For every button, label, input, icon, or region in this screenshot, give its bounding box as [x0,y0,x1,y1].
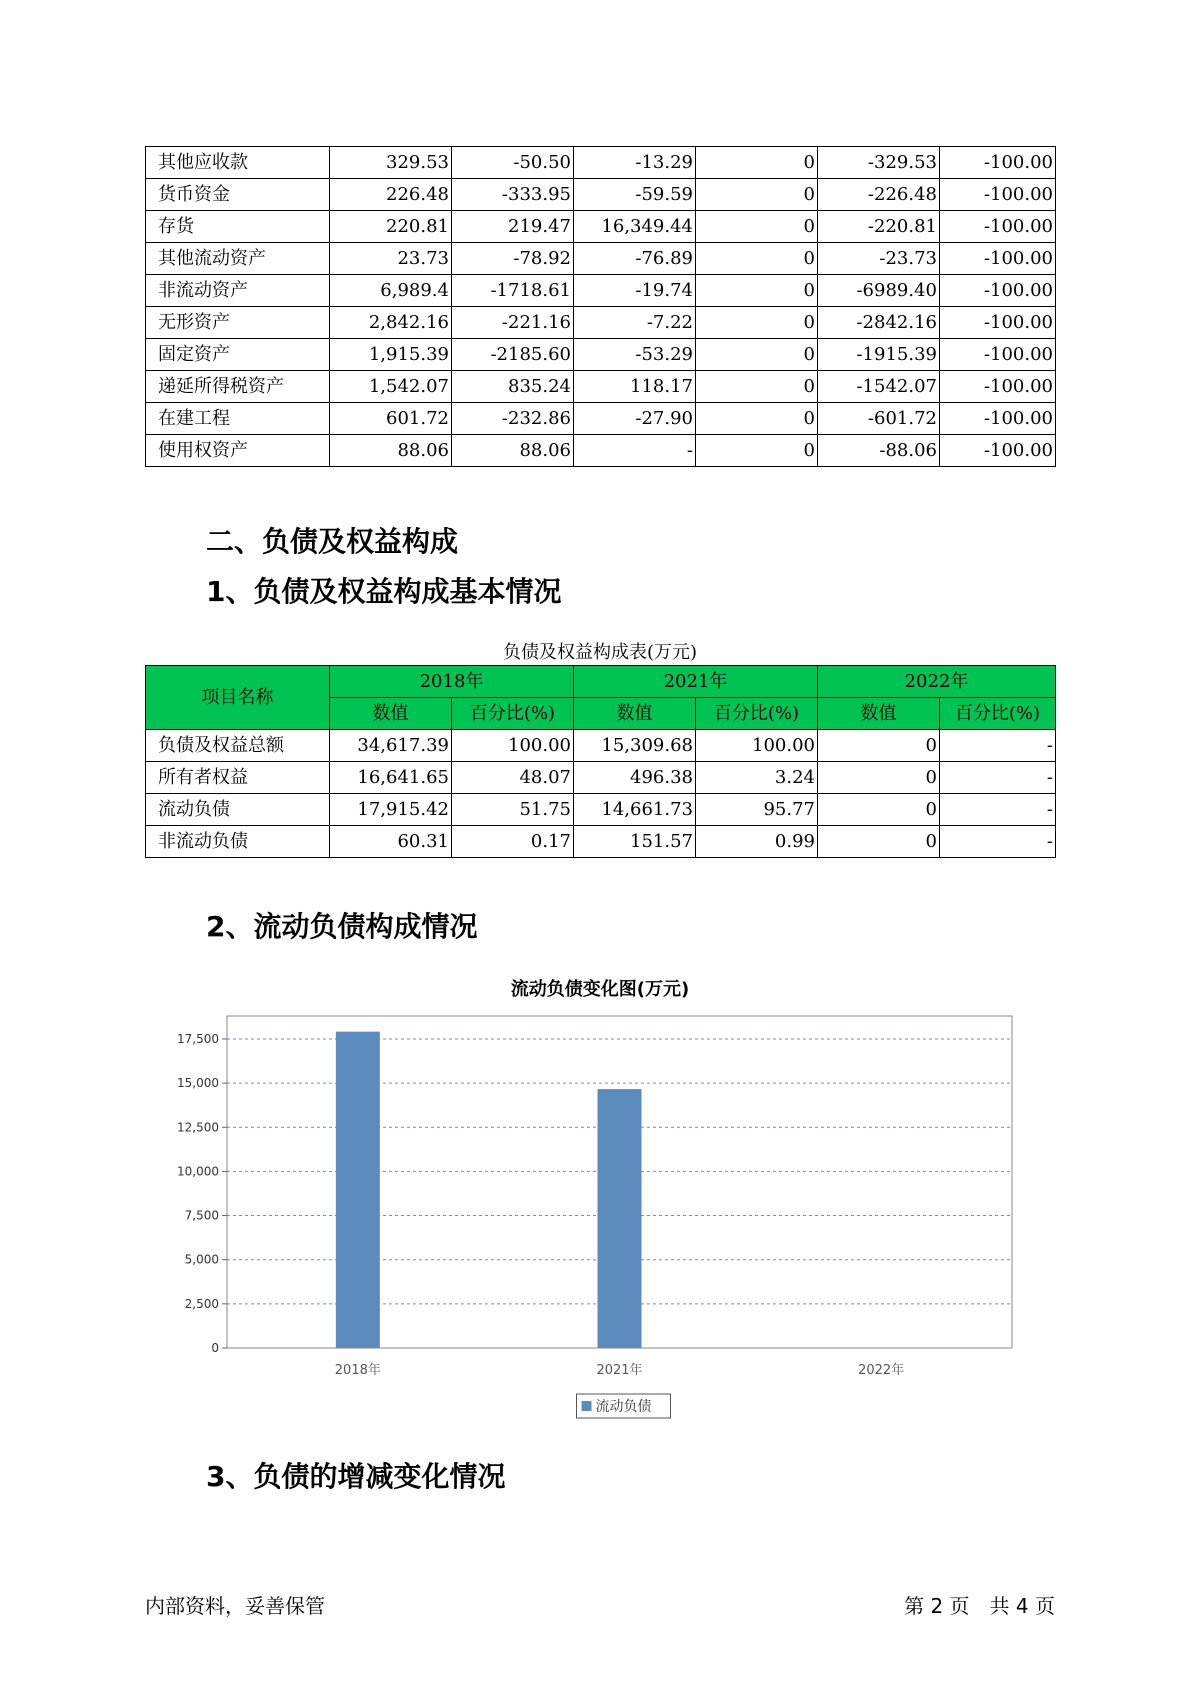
legend-label: 流动负债 [595,1399,652,1415]
table-cell: 0 [696,435,818,467]
table-cell: 219.47 [452,211,574,243]
table-cell: 15,309.68 [574,730,696,762]
subheading-liab-change: 3、负债的增减变化情况 [206,1460,506,1493]
table-row [146,211,1056,243]
table-cell: 23.73 [330,243,452,275]
table-cell: 118.17 [574,371,696,403]
table-cell: -23.73 [818,243,940,275]
row-name: 存货 [146,211,330,243]
table-cell: 48.07 [452,762,574,794]
row-name: 非流动负债 [146,826,330,858]
table-cell: 1,915.39 [330,339,452,371]
row-name: 负债及权益总额 [146,730,330,762]
header-value: 数值 [330,698,452,730]
table-row [146,179,1056,211]
table-row [146,403,1056,435]
row-name: 其他流动资产 [146,243,330,275]
table-cell: -100.00 [940,211,1056,243]
table-cell: 34,617.39 [330,730,452,762]
table-cell: -601.72 [818,403,940,435]
header-year-2022: 2022年 [818,666,1056,698]
row-name: 在建工程 [146,403,330,435]
header-pct: 百分比(%) [452,698,574,730]
table-cell: - [940,762,1056,794]
table-cell: -50.50 [452,147,574,179]
header-year-2021: 2021年 [574,666,818,698]
table-cell: -6989.40 [818,275,940,307]
table-cell: 2,842.16 [330,307,452,339]
table-row [146,794,1056,826]
table-row [146,339,1056,371]
row-name: 无形资产 [146,307,330,339]
table-cell: -100.00 [940,147,1056,179]
table-cell: -76.89 [574,243,696,275]
header-year-2018: 2018年 [330,666,574,698]
table-cell: 220.81 [330,211,452,243]
table-cell: 0.99 [696,826,818,858]
table-row [146,307,1056,339]
liability-equity-table [145,665,1056,858]
row-name: 流动负债 [146,794,330,826]
table-cell: 329.53 [330,147,452,179]
header-value: 数值 [574,698,696,730]
table-cell: 0 [818,794,940,826]
table-cell: 88.06 [330,435,452,467]
y-tick-label: 10,000 [177,1164,219,1179]
table-cell: 0 [696,211,818,243]
table-cell: 17,915.42 [330,794,452,826]
table-row [146,730,1056,762]
table-cell: -1915.39 [818,339,940,371]
table-cell: -100.00 [940,339,1056,371]
table-cell: 0 [818,762,940,794]
chart-title: 流动负债变化图(万元) [510,979,690,1000]
table-cell: -100.00 [940,371,1056,403]
table-cell: -100.00 [940,403,1056,435]
table-cell: 0 [696,243,818,275]
y-tick-label: 17,500 [177,1031,219,1046]
footer-page-number: 第 2 页 共 4 页 [904,1594,1055,1618]
row-name: 使用权资产 [146,435,330,467]
y-tick-label: 12,500 [177,1120,219,1135]
table-cell: 6,989.4 [330,275,452,307]
table-cell: -100.00 [940,179,1056,211]
row-name: 固定资产 [146,339,330,371]
table-cell: -13.29 [574,147,696,179]
assets-change-table [145,146,1056,467]
y-tick-label: 5,000 [184,1252,219,1267]
table-cell: 3.24 [696,762,818,794]
y-tick-label: 7,500 [184,1208,219,1223]
table-cell: 14,661.73 [574,794,696,826]
table-cell: -88.06 [818,435,940,467]
table-cell: -100.00 [940,275,1056,307]
table-cell: 100.00 [452,730,574,762]
table-cell: 0 [696,307,818,339]
y-tick-label: 0 [211,1341,219,1355]
row-name: 非流动资产 [146,275,330,307]
table-cell: -1542.07 [818,371,940,403]
table-cell: 601.72 [330,403,452,435]
table-cell: 0 [696,403,818,435]
x-tick-label: 2021年 [596,1363,643,1378]
table-cell: -2185.60 [452,339,574,371]
table-cell: - [940,794,1056,826]
header-pct: 百分比(%) [696,698,818,730]
legend-swatch [582,1401,592,1411]
table-cell: 496.38 [574,762,696,794]
table-cell: -27.90 [574,403,696,435]
header-pct: 百分比(%) [940,698,1056,730]
table-cell: 88.06 [452,435,574,467]
table-cell: 51.75 [452,794,574,826]
row-name: 递延所得税资产 [146,371,330,403]
table-row [146,371,1056,403]
table-cell: -19.74 [574,275,696,307]
y-tick-label: 2,500 [184,1296,219,1311]
table-cell: - [940,730,1056,762]
bar-2018年 [336,1032,380,1348]
row-name: 所有者权益 [146,762,330,794]
table-cell: 16,641.65 [330,762,452,794]
subheading-basic: 1、负债及权益构成基本情况 [206,575,562,608]
section-heading: 二、负债及权益构成 [206,525,459,558]
table-cell: -232.86 [452,403,574,435]
x-tick-label: 2022年 [858,1363,905,1378]
table-row [146,243,1056,275]
x-tick-label: 2018年 [334,1363,381,1378]
table-cell: -226.48 [818,179,940,211]
table-cell: 0 [818,730,940,762]
table-cell: 100.00 [696,730,818,762]
table-cell: 0 [696,275,818,307]
table-row [146,275,1056,307]
table-cell: -333.95 [452,179,574,211]
y-tick-label: 15,000 [177,1076,219,1091]
table-cell: - [940,826,1056,858]
table-row [146,147,1056,179]
table-cell: 60.31 [330,826,452,858]
table-row [146,435,1056,467]
header-item-name: 项目名称 [146,666,330,730]
table-cell: 0 [818,826,940,858]
table-cell: 0 [696,339,818,371]
table-cell: 0 [696,179,818,211]
table-cell: -1718.61 [452,275,574,307]
table-cell: 0 [696,371,818,403]
table-cell: -53.29 [574,339,696,371]
table-cell: 0 [696,147,818,179]
table-row [146,826,1056,858]
table-cell: -78.92 [452,243,574,275]
table-cell: -100.00 [940,243,1056,275]
table-cell: -329.53 [818,147,940,179]
table-cell: 0.17 [452,826,574,858]
footer-confidential: 内部资料，妥善保管 [145,1594,325,1618]
table-cell: -7.22 [574,307,696,339]
table-cell: -2842.16 [818,307,940,339]
current-liabilities-bar-chart [150,1000,1020,1420]
header-value: 数值 [818,698,940,730]
table-cell: 835.24 [452,371,574,403]
table-cell: -220.81 [818,211,940,243]
table-cell: - [574,435,696,467]
table-row [146,762,1056,794]
table-cell: 226.48 [330,179,452,211]
table-cell: -100.00 [940,307,1056,339]
subheading-current-liab: 2、流动负债构成情况 [206,910,478,943]
table-cell: 16,349.44 [574,211,696,243]
row-name: 货币资金 [146,179,330,211]
bar-2021年 [598,1089,642,1348]
table-caption: 负债及权益构成表(万元) [502,642,698,663]
table-cell: -59.59 [574,179,696,211]
table-cell: -100.00 [940,435,1056,467]
table-cell: -221.16 [452,307,574,339]
table-cell: 1,542.07 [330,371,452,403]
table-cell: 95.77 [696,794,818,826]
row-name: 其他应收款 [146,147,330,179]
table-cell: 151.57 [574,826,696,858]
